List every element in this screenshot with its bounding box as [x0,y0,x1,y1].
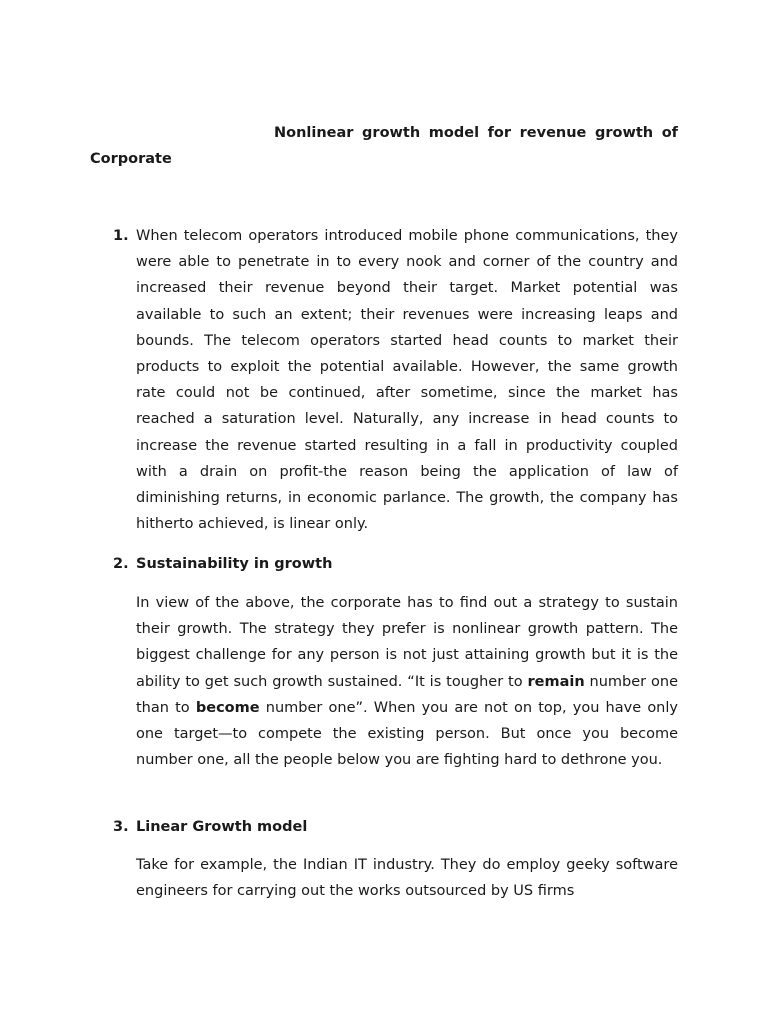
item-1-number: 1. [113,228,129,244]
item-3-heading: Linear Growth model [136,819,308,835]
document-title: Nonlinear growth model for revenue growth of Corporate [90,125,678,167]
item-2-text-part3: number one”. When you are not on top, you have only one target—to compete the existing person. But once you become number one, all the people below you are fighting hard to dethrone you. [136,699,678,769]
item-2-emphasis-remain: remain [527,673,585,690]
item-1-paragraph: When telecom operators introduced mobile phone communications, they were able to penetrate in to every nook and corner of the country and increased their revenue beyond their target. Market potential was available to such an extent; their revenues were increasing leaps and bounds. The telecom operators started head counts to market their products to exploit the potential available. However, the same growth rate could not be continued, after sometime, since the market has reached a saturation level. Naturally, any increase in head counts to increase the revenue started resulting in a fall in productivity coupled with a drain on profit-the reason being the application of law of diminishing returns, in economic parlance. The growth, the company has hitherto achieved, is linear only. [136,228,678,533]
item-2-heading: Sustainability in growth [136,556,333,572]
item-2-text-part2: number one than to [136,673,678,716]
item-2-emphasis-become: become [195,699,260,716]
item-3-number: 3. [113,819,129,835]
item-2-text-part1: In view of the above, the corporate has to find out a strategy to sustain their growth. The strategy they prefer is nonlinear growth pattern. The biggest challenge for any person is not just attaining growth but it is the ability to get such growth sustained. “It is tougher to [136,595,678,690]
item-2-number: 2. [113,556,129,572]
item-3-paragraph: Take for example, the Indian IT industry. They do employ geeky software engineers for carrying out the works outsourced by US firms [136,857,678,900]
item-2-paragraph [136,590,678,773]
